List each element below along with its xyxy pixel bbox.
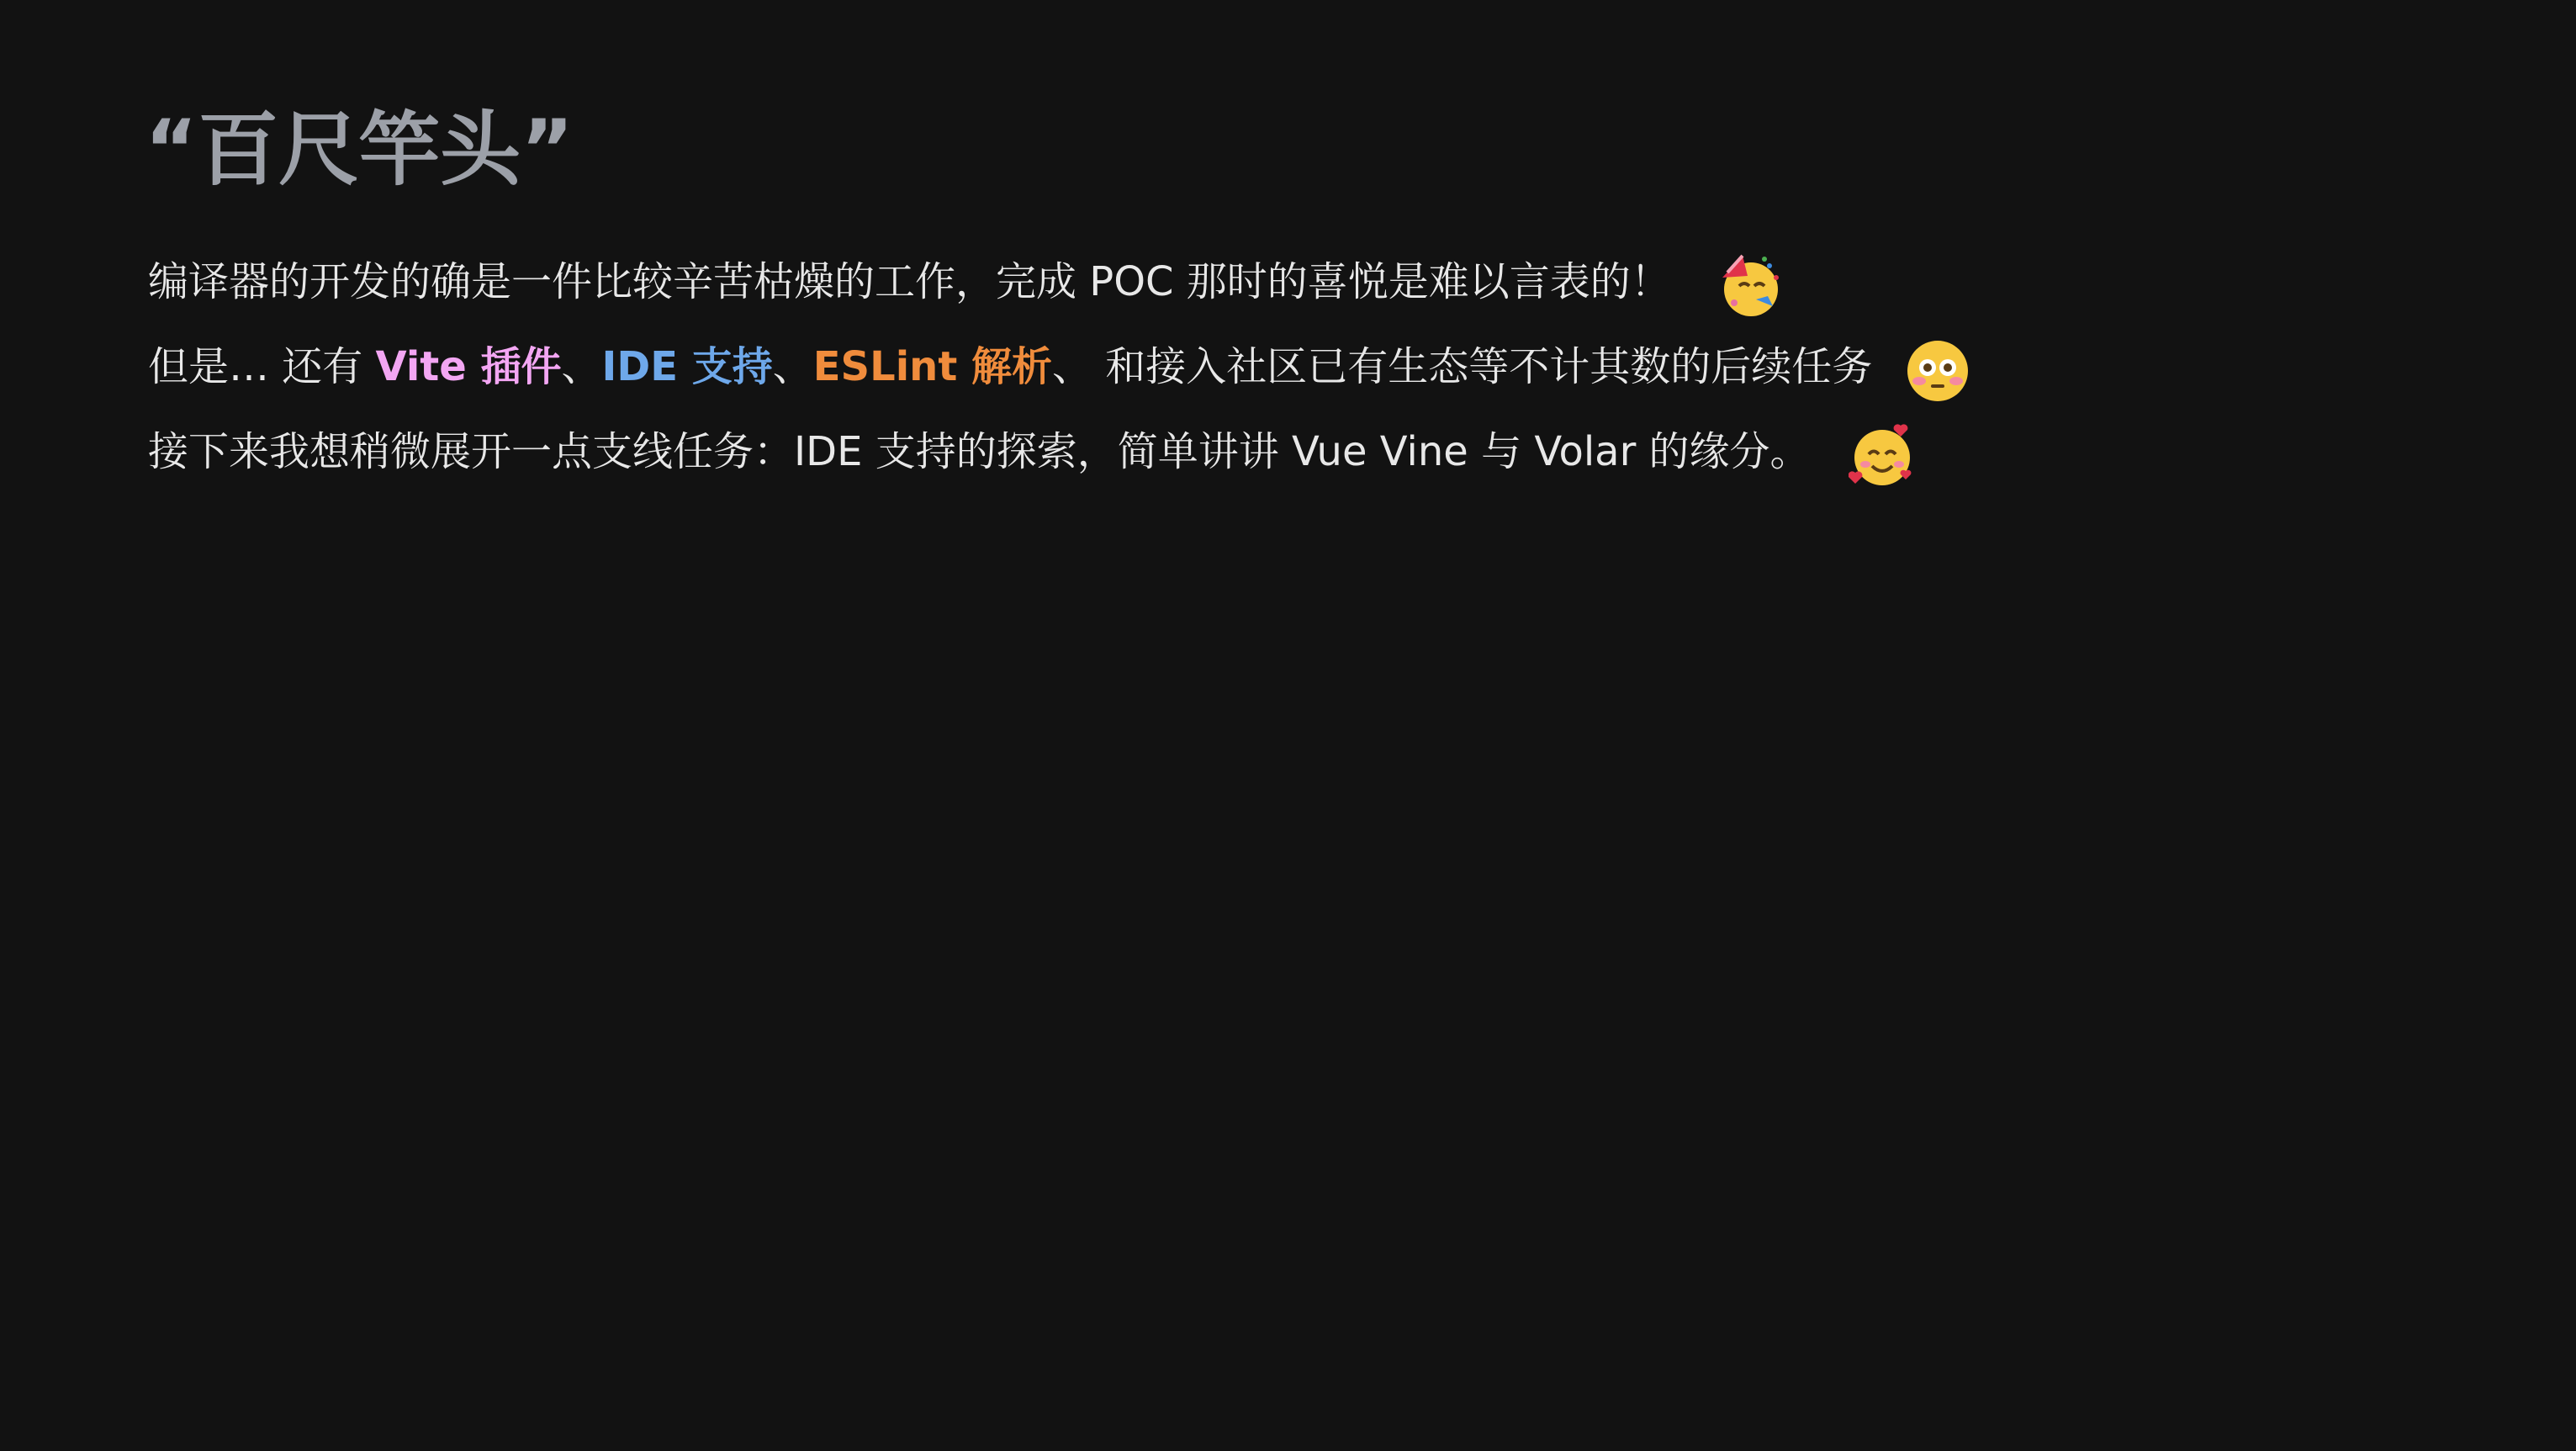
paragraph-line-1 (148, 251, 1785, 318)
smiling-face-with-hearts-icon (1849, 422, 1916, 490)
slide-title: “百尺竿头” (145, 103, 574, 197)
vite-plugin-highlight: Vite 插件 (375, 343, 562, 390)
paragraph-line-3 (148, 421, 1916, 488)
eslint-parse-highlight: ESLint 解析 (812, 343, 1052, 390)
line-3-text: 接下来我想稍微展开一点支线任务：IDE 支持的探索，简单讲讲 Vue Vine 与 Volar 的缘分。 (148, 428, 1811, 475)
line-2-suffix: 、 和接入社区已有生态等不计其数的后续任务 (1052, 343, 1873, 390)
separator: 、 (561, 343, 602, 390)
line-1-text: 编译器的开发的确是一件比较辛苦枯燥的工作，完成 POC 那时的喜悦是难以言表的！ (148, 258, 1671, 305)
line-2-prefix: 但是… 还有 (148, 343, 376, 390)
separator: 、 (772, 343, 813, 390)
paragraph-line-2 (148, 336, 1971, 403)
ide-support-highlight: IDE 支持 (601, 343, 773, 390)
partying-face-icon (1717, 252, 1785, 320)
flushed-face-icon (1904, 337, 1971, 405)
